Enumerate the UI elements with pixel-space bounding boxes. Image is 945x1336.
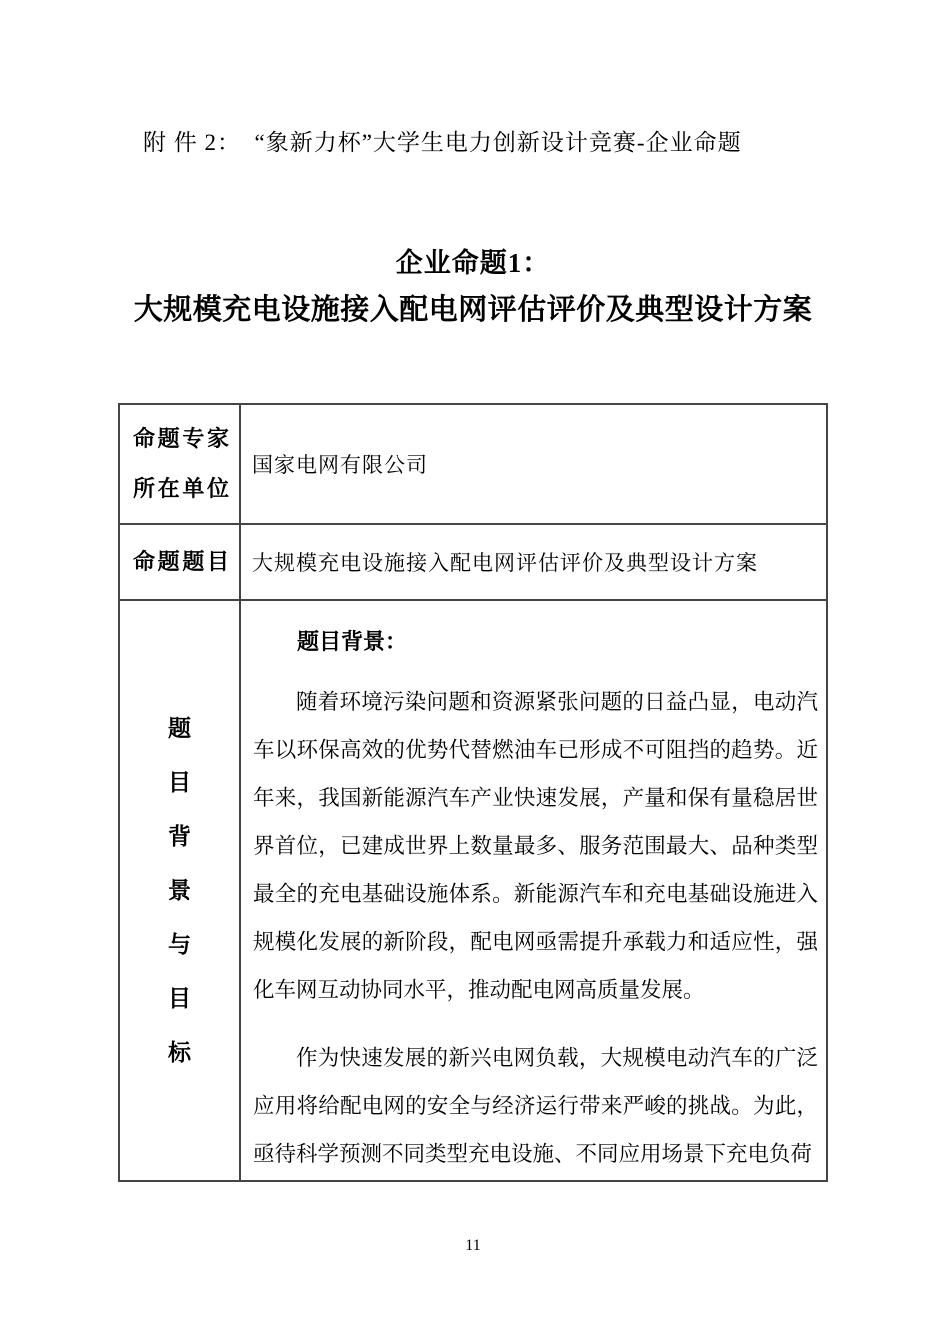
topic-info-table xyxy=(118,403,828,1182)
label-char: 景 xyxy=(168,877,191,903)
label-topic-title xyxy=(120,523,239,599)
text-line: 化车网互动协同水平，推动配电网高质量发展。 xyxy=(253,978,705,1002)
background-content-cell xyxy=(239,599,826,1180)
background-paragraph-2 xyxy=(253,1034,818,1178)
label-line: 命题题目 xyxy=(133,549,229,574)
text-line: 应用将给配电网的安全与经济运行带来严峻的挑战。为此， xyxy=(253,1094,818,1118)
label-char: 题 xyxy=(168,715,191,741)
label-char: 标 xyxy=(168,1039,191,1065)
label-line: 所在单位 xyxy=(133,476,229,501)
text-line: 随着环境污染问题和资源紧张问题的日益凸显，电动汽 xyxy=(296,690,818,714)
value-expert-unit-cell xyxy=(239,405,826,523)
text-line: 车以环保高效的优势代替燃油车已形成不可阻挡的趋势。近 xyxy=(253,738,818,762)
label-line: 命题专家 xyxy=(133,426,229,451)
text-line: 最全的充电基础设施体系。新能源汽车和充电基础设施进入 xyxy=(253,882,818,906)
text-line: 作为快速发展的新兴电网负载，大规模电动汽车的广泛 xyxy=(296,1046,818,1070)
label-char: 目 xyxy=(168,769,191,795)
text-line: 界首位，已建成世界上数量最多、服务范围最大、品种类型 xyxy=(253,834,818,858)
expert-unit-text: 国家电网有限公司 xyxy=(252,453,428,477)
attachment-header-note: 附 件 2： “象新力杯”大学生电力创新设计竞赛-企业命题 xyxy=(143,130,742,155)
text-line: 亟待科学预测不同类型充电设施、不同应用场景下充电负荷 xyxy=(253,1142,813,1166)
label-expert-unit xyxy=(120,405,239,523)
title-topic-number: 企业命题1： xyxy=(395,248,551,278)
label-background-goal xyxy=(120,599,239,1180)
label-char: 目 xyxy=(168,985,191,1011)
label-char: 与 xyxy=(168,931,191,957)
title-topic-name: 大规模充电设施接入配电网评估评价及典型设计方案 xyxy=(133,294,813,326)
label-char: 背 xyxy=(168,823,191,849)
page-number: 11 xyxy=(465,1237,481,1254)
text-line: 年来，我国新能源汽车产业快速发展，产量和保有量稳居世 xyxy=(253,786,818,810)
background-paragraph-1 xyxy=(253,678,818,1014)
value-topic-title-cell xyxy=(239,523,826,599)
section-heading-background: 题目背景： xyxy=(297,629,408,654)
text-line: 规模化发展的新阶段，配电网亟需提升承载力和适应性，强 xyxy=(253,930,818,954)
topic-title-text: 大规模充电设施接入配电网评估评价及典型设计方案 xyxy=(252,551,758,575)
